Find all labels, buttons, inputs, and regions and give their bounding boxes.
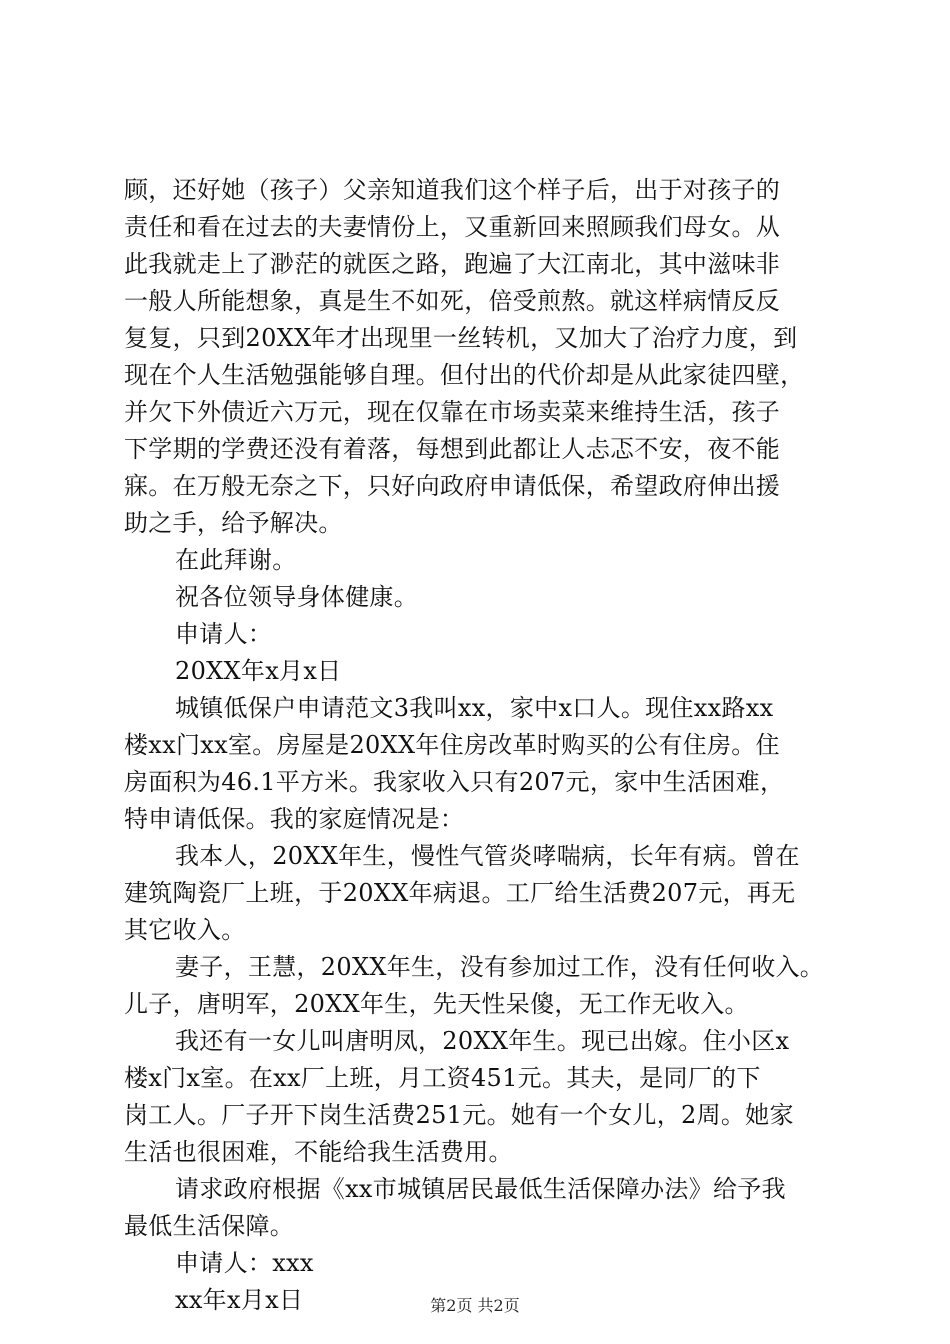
text-line: 生活也很困难，不能给我生活费用。 bbox=[124, 1138, 513, 1166]
text-line: 寐。在万般无奈之下，只好向政府申请低保，希望政府伸出援 bbox=[124, 472, 781, 500]
text-line: 岗工人。厂子开下岗生活费251元。她有一个女儿，2周。她家 bbox=[124, 1101, 794, 1129]
text-line: 特申请低保。我的家庭情况是： bbox=[124, 805, 465, 833]
text-line: 下学期的学费还没有着落，每想到此都让人忐忑不安，夜不能 bbox=[124, 435, 781, 463]
text-line: 并欠下外债近六万元，现在仅靠在市场卖菜来维持生活，孩子 bbox=[124, 398, 781, 426]
text-line: 顾，还好她（孩子）父亲知道我们这个样子后，出于对孩子的 bbox=[124, 176, 781, 204]
text-line: 20XX年x月x日 bbox=[175, 657, 342, 685]
text-line: 请求政府根据《xx市城镇居民最低生活保障办法》给予我 bbox=[175, 1175, 786, 1203]
text-line: 楼xx门xx室。房屋是20XX年住房改革时购买的公有住房。住 bbox=[124, 731, 780, 759]
text-line: 申请人：xxx bbox=[175, 1249, 314, 1277]
text-line: 最低生活保障。 bbox=[124, 1212, 295, 1240]
text-line: 其它收入。 bbox=[124, 916, 246, 944]
text-line: xx年x月x日 bbox=[175, 1286, 304, 1314]
text-line: 在此拜谢。 bbox=[175, 546, 297, 574]
text-line: 申请人： bbox=[175, 620, 273, 648]
text-line: 房面积为46.1平方米。我家收入只有207元，家中生活困难， bbox=[124, 768, 785, 796]
text-line: 一般人所能想象，真是生不如死，倍受煎熬。就这样病情反反 bbox=[124, 287, 781, 315]
text-line: 城镇低保户申请范文3我叫xx，家中x口人。现住xx路xx bbox=[175, 694, 774, 722]
page-footer: 第2页 共2页 bbox=[430, 1296, 520, 1315]
text-line: 儿子，唐明军，20XX年生，先天性呆傻，无工作无收入。 bbox=[124, 990, 749, 1018]
text-line: 复复，只到20XX年才出现里一丝转机，又加大了治疗力度，到 bbox=[124, 324, 798, 352]
text-line: 我还有一女儿叫唐明凤，20XX年生。现已出嫁。住小区x bbox=[175, 1027, 790, 1055]
text-line: 妻子，王慧，20XX年生，没有参加过工作，没有任何收入。 bbox=[175, 953, 825, 981]
text-line: 助之手，给予解决。 bbox=[124, 509, 343, 537]
text-line: 楼x门x室。在xx厂上班，月工资451元。其夫，是同厂的下 bbox=[124, 1064, 761, 1092]
document-body bbox=[124, 172, 834, 1319]
text-line: 祝各位领导身体健康。 bbox=[175, 583, 418, 611]
text-line: 我本人，20XX年生，慢性气管炎哮喘病，长年有病。曾在 bbox=[175, 842, 800, 870]
text-line: 现在个人生活勉强能够自理。但付出的代价却是从此家徒四壁， bbox=[124, 361, 805, 389]
text-line: 此我就走上了渺茫的就医之路，跑遍了大江南北，其中滋味非 bbox=[124, 250, 781, 278]
text-line: 责任和看在过去的夫妻情份上，又重新回来照顾我们母女。从 bbox=[124, 213, 781, 241]
text-line: 建筑陶瓷厂上班，于20XX年病退。工厂给生活费207元，再无 bbox=[124, 879, 796, 907]
